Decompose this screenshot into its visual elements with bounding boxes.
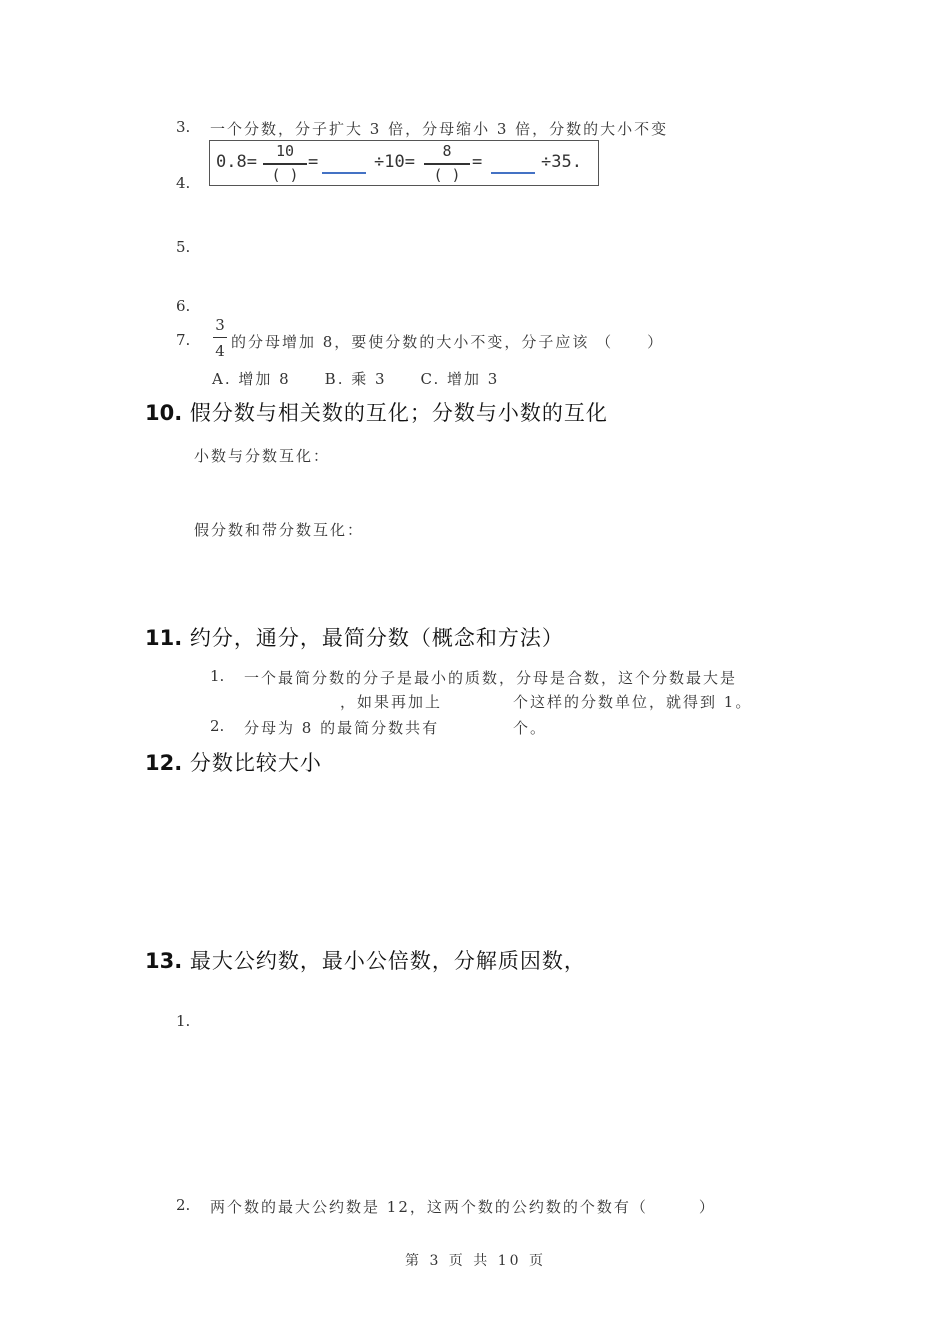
section-11-title: 约分，通分，最简分数（概念和方法） <box>189 626 564 650</box>
section-11-q2-text-b: 个。 <box>513 719 548 737</box>
fraction-2-bar <box>424 163 470 165</box>
section-11-q1-line-2b: 个这样的分数单位，就得到 1。 <box>513 693 753 711</box>
question-4-number: 4. <box>176 174 191 192</box>
section-11-q1-line-2a: ，如果再加上 <box>340 693 443 711</box>
section-12-title: 分数比较大小 <box>189 751 322 775</box>
question-7-options: A. 增加 8 B. 乘 3 C. 增加 3 <box>212 370 500 388</box>
divide-by-10: ÷10= <box>374 152 415 172</box>
section-13-heading <box>145 945 586 975</box>
question-7-text: 的分母增加 8，要使分数的大小不变，分子应该 （ ） <box>231 333 665 351</box>
section-10-line-2: 假分数和带分数互化： <box>194 521 365 539</box>
page-footer: 第 3 页 共 10 页 <box>405 1253 546 1269</box>
fraction-1-denominator: ( ) <box>271 166 299 184</box>
section-10-number: 10. <box>145 401 183 425</box>
equation-part1: 0.8= <box>216 152 257 172</box>
divide-by-35: ÷35. <box>541 152 582 172</box>
q7-fraction-denominator: 4 <box>215 342 225 360</box>
answer-blank-2[interactable] <box>491 172 535 174</box>
section-11-number: 11. <box>145 626 183 650</box>
question-5-number: 5. <box>176 238 191 256</box>
section-11-heading <box>145 622 564 652</box>
equals-sign-1: = <box>308 152 319 172</box>
section-12-heading <box>145 747 322 777</box>
q7-fraction-numerator: 3 <box>215 316 225 334</box>
question-3-text: 一个分数，分子扩大 3 倍，分母缩小 3 倍，分数的大小不变 <box>210 120 669 138</box>
section-13-q2-number: 2. <box>176 1196 191 1214</box>
section-13-number: 13. <box>145 949 183 973</box>
section-12-number: 12. <box>145 751 183 775</box>
fraction-2-denominator: ( ) <box>433 166 461 184</box>
section-11-q1-line-1: 一个最简分数的分子是最小的质数，分母是合数，这个分数最大是 <box>244 669 738 687</box>
q7-fraction-bar <box>213 337 227 338</box>
question-6-number: 6. <box>176 297 191 315</box>
question-7-number: 7. <box>176 331 191 349</box>
answer-blank-1[interactable] <box>322 172 366 174</box>
fraction-2-numerator: 8 <box>442 142 452 160</box>
section-10-heading <box>145 397 608 427</box>
section-11-q2-number: 2. <box>210 717 225 735</box>
fraction-1-numerator: 10 <box>275 142 295 160</box>
section-13-q1-number: 1. <box>176 1012 191 1030</box>
question-3-number: 3. <box>176 118 191 136</box>
fraction-1-bar <box>263 163 307 165</box>
section-13-q2-text: 两个数的最大公约数是 12，这两个数的公约数的个数有（ ） <box>210 1198 716 1216</box>
section-13-title: 最大公约数，最小公倍数，分解质因数， <box>189 949 586 973</box>
section-10-title: 假分数与相关数的互化；分数与小数的互化 <box>189 401 608 425</box>
section-11-q1-number: 1. <box>210 667 225 685</box>
section-11-q2-text-a: 分母为 8 的最简分数共有 <box>244 719 440 737</box>
equals-sign-2: = <box>472 152 483 172</box>
section-10-line-1: 小数与分数互化： <box>194 447 331 465</box>
